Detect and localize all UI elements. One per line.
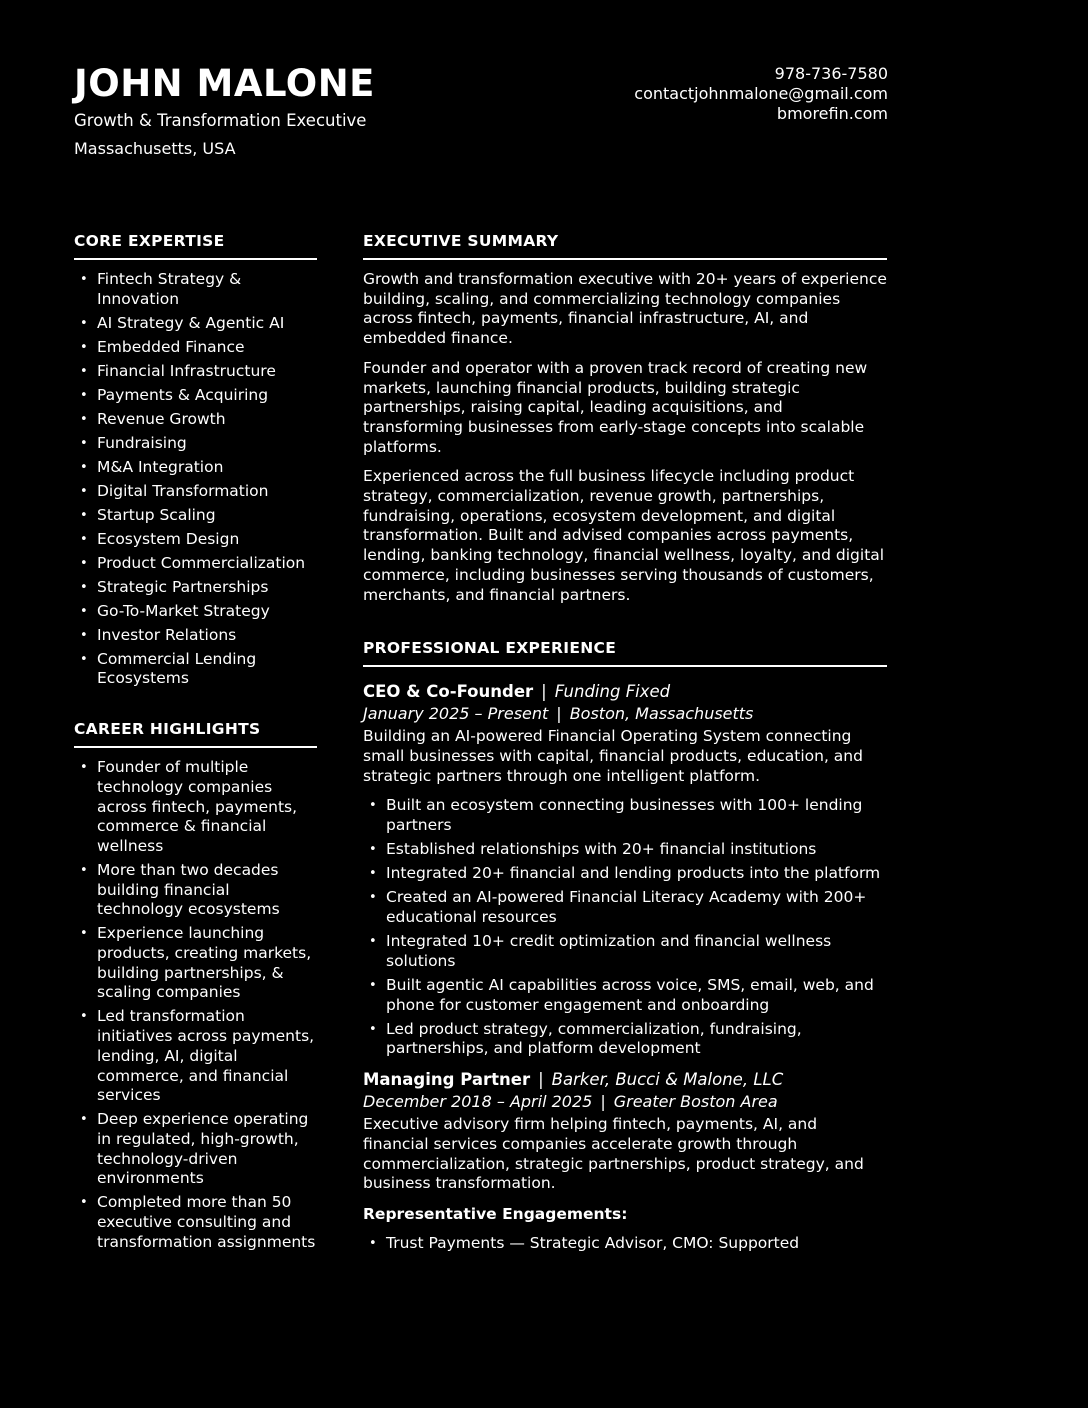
job-title: CEO & Co-Founder — [363, 682, 534, 702]
career-highlights-heading: CAREER HIGHLIGHTS — [74, 718, 317, 748]
list-item: • Deep experience operating in regulated, high-growth, technology-driven environments — [74, 1110, 317, 1189]
role-description: Executive advisory firm helping fintech, payments, AI, and financial services companies accelerate growth through commercialization, strategic partnerships, product strategy, and business transformation. — [363, 1115, 864, 1193]
list-item: • Commercial Lending Ecosystems — [74, 650, 317, 689]
role-line — [363, 681, 887, 702]
engagements-subheading: Representative Engagements: — [363, 1204, 628, 1223]
professional-experience-heading: PROFESSIONAL EXPERIENCE — [363, 637, 887, 667]
separator: | — [538, 1070, 544, 1090]
list-item: • Integrated 20+ financial and lending products into the platform — [363, 864, 887, 884]
list-item: • Ecosystem Design — [74, 530, 317, 550]
separator: | — [541, 682, 547, 702]
list-item: • Fintech Strategy & Innovation — [74, 270, 317, 309]
list-item: • Founder of multiple technology companies across fintech, payments, commerce & financial wellness — [74, 758, 317, 857]
list-item: • Embedded Finance — [74, 338, 317, 358]
list-item: • Integrated 10+ credit optimization and financial wellness solutions — [363, 932, 887, 971]
candidate-name: JOHN MALONE — [74, 62, 375, 105]
role-achievements — [363, 796, 887, 1059]
employment-dates: January 2025 – Present — [363, 704, 549, 724]
list-item: • Revenue Growth — [74, 410, 317, 430]
left-column — [74, 230, 317, 1257]
summary-paragraph: Experienced across the full business lifecycle including product strategy, commercialization, revenue growth, partnerships, fundraising, operations, ecosystem development, and digital transformation. Built and advised companies across payments, lending, banking technology, financial wellness, loyalty, and digital commerce, including businesses serving thousands of customers, merchants, and financial partners. — [363, 467, 885, 604]
experience-entry — [363, 681, 887, 1059]
engagements-list — [363, 1234, 887, 1254]
list-item: • Led transformation initiatives across payments, lending, AI, digital commerce, and financial services — [74, 1007, 317, 1106]
role-line — [363, 1069, 887, 1090]
list-item: • Established relationships with 20+ financial institutions — [363, 840, 887, 860]
list-item: • Completed more than 50 executive consulting and transformation assignments — [74, 1193, 317, 1252]
role-description: Building an AI-powered Financial Operating System connecting small businesses with capital, financial products, education, and strategic partners through one intelligent platform. — [363, 727, 863, 785]
list-item: • Financial Infrastructure — [74, 362, 317, 382]
job-location: Boston, Massachusetts — [569, 704, 754, 724]
list-item: • M&A Integration — [74, 458, 317, 478]
right-column — [363, 230, 887, 1258]
job-location: Greater Boston Area — [613, 1092, 778, 1112]
executive-summary — [363, 270, 887, 605]
list-item: • Trust Payments — Strategic Advisor, CMO: Supported — [363, 1234, 887, 1254]
list-item: • Digital Transformation — [74, 482, 317, 502]
candidate-location: Massachusetts, USA — [74, 139, 236, 158]
list-item: • Built agentic AI capabilities across voice, SMS, email, web, and phone for customer engagement and onboarding — [363, 976, 887, 1015]
list-item: • Fundraising — [74, 434, 317, 454]
company-name: Barker, Bucci & Malone, LLC — [551, 1070, 784, 1090]
job-title: Managing Partner — [363, 1070, 531, 1090]
list-item: • More than two decades building financial technology ecosystems — [74, 861, 317, 920]
dates-line — [363, 1091, 887, 1112]
list-item: • Product Commercialization — [74, 554, 317, 574]
list-item: • Startup Scaling — [74, 506, 317, 526]
resume-header — [74, 62, 888, 160]
list-item: • Go-To-Market Strategy — [74, 602, 317, 622]
list-item: • Strategic Partnerships — [74, 578, 317, 598]
email-address: contactjohnmalone@gmail.com — [634, 84, 888, 103]
website-link: bmorefin.com — [776, 104, 888, 123]
experience-entry — [363, 1069, 887, 1254]
summary-paragraph: Founder and operator with a proven track record of creating new markets, launching financial products, building strategic partnerships, raising capital, leading acquisitions, and transforming businesses from early-stage concepts into scalable platforms. — [363, 358, 868, 456]
company-name: Funding Fixed — [554, 682, 671, 702]
phone-number: 978-736-7580 — [774, 64, 888, 83]
list-item: • Investor Relations — [74, 626, 317, 646]
list-item: • Payments & Acquiring — [74, 386, 317, 406]
summary-paragraph: Growth and transformation executive with 20+ years of experience building, scaling, and commercializing technology companies across fintech, payments, financial infrastructure, AI, and embedded finance. — [363, 270, 887, 348]
candidate-headline: Growth & Transformation Executive — [74, 111, 367, 130]
core-expertise-heading: CORE EXPERTISE — [74, 230, 317, 260]
separator: | — [556, 704, 562, 724]
list-item: • Created an AI-powered Financial Literacy Academy with 200+ educational resources — [363, 888, 887, 927]
employment-dates: December 2018 – April 2025 — [363, 1092, 593, 1112]
core-expertise-list — [74, 270, 317, 689]
list-item: • Led product strategy, commercialization, fundraising, partnerships, and platform development — [363, 1020, 887, 1059]
list-item: • AI Strategy & Agentic AI — [74, 314, 317, 334]
list-item: • Built an ecosystem connecting businesses with 100+ lending partners — [363, 796, 887, 835]
list-item: • Experience launching products, creating markets, building partnerships, & scaling companies — [74, 924, 317, 1003]
executive-summary-heading: EXECUTIVE SUMMARY — [363, 230, 887, 260]
dates-line — [363, 703, 887, 724]
career-highlights-list — [74, 758, 317, 1252]
separator: | — [600, 1092, 606, 1112]
contact-info — [634, 64, 888, 124]
